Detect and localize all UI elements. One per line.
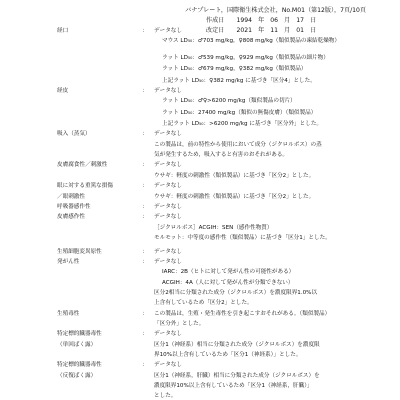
hazard-text: ［ジクロルボス］ACGIH：SEN（感作性物質）	[154, 225, 273, 231]
colon: ：	[142, 28, 148, 34]
hazard-text: ウサギ：軽度の刺激性（類似製品）に基づき「区分2」とした。	[154, 173, 315, 179]
hazard-text: データなし	[154, 214, 182, 220]
colon: ：	[142, 214, 148, 220]
hazard-text: 区分2相当に分類された成分（ジクロルボス）を濃度限界1.0%以	[154, 290, 318, 296]
hazard-label: 皮膚腐食性／刺激性	[57, 162, 108, 168]
colon: ：	[142, 362, 148, 368]
hazard-label: 特定標的臓器毒性	[57, 362, 102, 368]
hazard-text: ラット LD₅₀：♂679 mg/kg，♀382 mg/kg（類似製品）	[162, 66, 307, 72]
colon: ：	[142, 162, 148, 168]
hazard-text: データなし	[154, 183, 182, 189]
hazard-text: モルモット：中等度の感作性（類似製品）に基づき「区分1」とした。	[154, 235, 331, 241]
hazard-text: 区分1（神経系）相当に分類された成分（ジクロルボス）を濃度限	[154, 342, 320, 348]
colon: ：	[142, 88, 148, 94]
hazard-text: データなし	[154, 204, 182, 210]
hazard-label: （反復ばく露）	[57, 373, 97, 379]
hazard-label: 生殖毒性	[57, 311, 80, 317]
hazard-text: データなし	[154, 331, 182, 337]
colon: ：	[142, 311, 148, 317]
hazard-text: 上記ラット LD₅₀：>6200 mg/kg に基づき「区分外」とした。	[162, 121, 323, 127]
hazard-text: とした。	[154, 393, 177, 399]
hazard-text: ウサギ：軽度の刺激性（類似製品）に基づき「区分2」とした。	[154, 194, 315, 200]
colon: ：	[142, 331, 148, 337]
hazard-label: 経皮	[57, 88, 69, 94]
hazard-text: IARC：2B（ヒトに対して発がん性の可能性がある）	[162, 269, 295, 275]
hazard-text: この製品は，生殖・発生毒性を引き起こすおそれがある。（類似製品）	[154, 311, 331, 317]
hazard-label: 特定標的臓器毒性	[57, 331, 102, 337]
hazard-label: 皮膚感作性	[57, 214, 85, 220]
hazard-text: 上記ラット LD₅₀：♀382 mg/kg に基づき「区分4」とした。	[162, 78, 316, 84]
created-date: 作成日 1994 年 06 月 17 日	[206, 17, 317, 24]
revised-date: 改定日 2021 年 11 月 01 日	[206, 27, 317, 34]
colon: ：	[142, 249, 148, 255]
hazard-label: 生殖細胞変異原性	[57, 249, 102, 255]
hazard-label: 発がん性	[57, 259, 80, 265]
colon: ：	[142, 259, 148, 265]
colon: ：	[142, 131, 148, 137]
hazard-text: 濃度限界10%以上含有しているため「区分1（神経系，肝臓）」	[154, 383, 313, 389]
hazard-text: データなし	[154, 131, 182, 137]
hazard-text: データなし	[154, 88, 182, 94]
hazard-text: ラット LD₅₀：♂539 mg/kg，♀929 mg/kg（類似製品の細片物）	[162, 55, 329, 61]
hazard-label: ／眼刺激性	[57, 194, 85, 200]
hazard-text: ラット LD₅₀：27400 mg/kg（類似の無傷皮膚）（類似製品）	[162, 110, 317, 116]
hazard-text: この製品は，前の特性から使用において成分（ジクロルボス）の蒸	[154, 142, 322, 148]
hazard-text: 「区分外」とした。	[154, 321, 205, 327]
hazard-label: （単回ばく露）	[57, 342, 97, 348]
document-header	[86, 6, 366, 36]
hazard-text: データなし	[154, 249, 182, 255]
colon: ：	[142, 204, 148, 210]
document-title: バナプレート，国際衛生株式会社，No.M01（第12版），7頁/10頁	[185, 7, 366, 14]
hazard-text: データなし	[154, 162, 182, 168]
hazard-text: 上含有しているため「区分2」とした。	[154, 300, 253, 306]
hazard-label: 吸入（蒸気）	[57, 131, 91, 137]
hazard-text: マウス LD₅₀：♂703 mg/kg，♀808 mg/kg（類似製品の凍結乾燥物）	[162, 38, 340, 44]
hazard-text: ACGIH：4A（人に対して発がん性が分類できない）	[162, 280, 294, 286]
hazard-text: 区分1（神経系，肝臓）相当に分類された成分（ジクロルボス）を	[154, 373, 320, 379]
hazard-text: 気が発生するため，吸入すると有害のおそれがある。	[154, 152, 289, 158]
hazard-label: 経口	[57, 28, 69, 34]
hazard-text: データなし	[154, 362, 182, 368]
colon: ：	[142, 183, 148, 189]
hazard-text: データなし	[154, 259, 182, 265]
hazard-text: データなし	[154, 28, 182, 34]
hazard-text: 界10%以上含有しているため「区分1（神経系）」とした。	[154, 352, 302, 358]
hazard-label: 呼吸器感作性	[57, 204, 91, 210]
hazard-text: ラット LD₅₀：♂♀>6200 mg/kg（類似製品の切片）	[162, 98, 296, 104]
hazard-label: 眼に対する重篤な損傷	[57, 183, 113, 189]
